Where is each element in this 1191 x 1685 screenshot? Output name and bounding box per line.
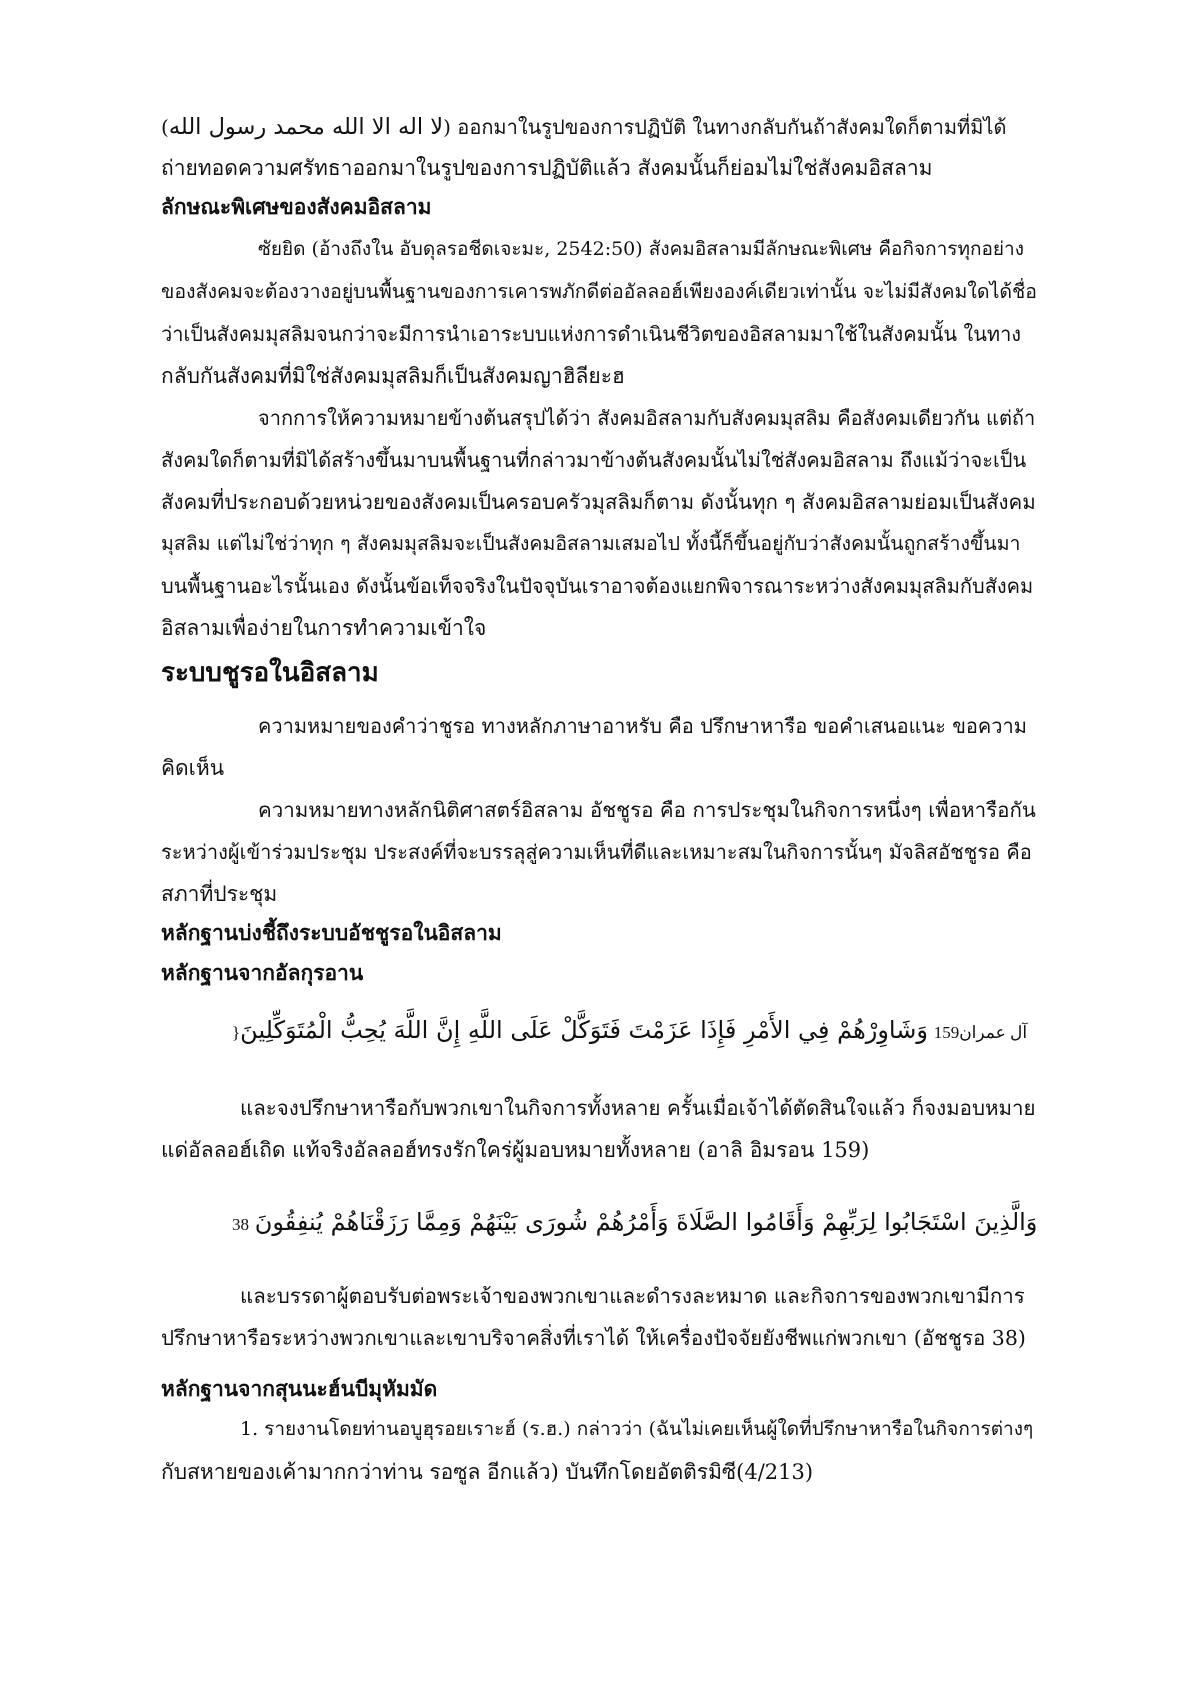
verse2-arabic: وَالَّذِينَ اسْتَجَابُوا لِرَبِّهِمْ وَأَقَامُوا الصَّلَاةَ وَأَمْرُهُمْ شُورَى بَيْنَهُمْ وَمِمَّا رَزَقْنَاهُمْ يُنفِقُونَ [254, 1208, 1038, 1236]
verse1 [232, 1018, 1027, 1042]
verse2 [232, 1210, 1037, 1234]
para3-line6: อิสลามเพื่อง่ายในการทำความเข้าใจ [161, 616, 487, 640]
translation2-line2: ปรึกษาหารือระหว่างพวกเขาและเขาบริจาคสิ่งที่เราได้ ให้เครื่องปัจจัยยังชีพแก่พวกเขา (อัชชูรอ 38) [161, 1326, 1026, 1350]
para4-line1: ความหมายของคำว่าชูรอ ทางหลักภาษาอาหรับ คือ ปรึกษาหารือ ขอคำเสนอแนะ ขอความ [258, 714, 1027, 738]
shahada-arabic: لا اله الا الله محمد رسول الله [168, 114, 444, 140]
para3-line4: มุสลิม แต่ไม่ใช่ว่าทุก ๆ สังคมมุสลิมจะเป็นสังคมอิสลามเสมอไป ทั้งนี้ก็ขึ้นอยู่กับว่าสังคมนั้นถูกสร้างขึ้นมา [161, 532, 1021, 555]
heading-shura: ระบบชูรอในอิสลาม [161, 658, 379, 688]
para5-line3: สภาที่ประชุม [161, 882, 278, 906]
open-paren: ( [161, 115, 169, 139]
para3-line1: จากการให้ความหมายข้างต้นสรุปได้ว่า สังคมอิสลามกับสังคมมุสลิม คือสังคมเดียวกัน แต่ถ้า [258, 406, 1036, 430]
translation1-line2: แด่อัลลอฮ์เถิด แท้จริงอัลลอฮ์ทรงรักใคร่ผู้มอบหมายทั้งหลาย (อาลิ อิมรอน 159) [161, 1138, 870, 1162]
para1-line1 [161, 116, 1006, 139]
translation1-line1: และจงปรึกษาหารือกับพวกเขาในกิจการทั้งหลาย ครั้นเมื่อเจ้าได้ตัดสินใจแล้ว ก็จงมอบหมาย [240, 1096, 1036, 1120]
para2-line4: กลับกันสังคมที่มิใช่สังคมมุสลิมก็เป็นสังคมญาฮิลียะฮ [161, 364, 625, 388]
para3-line2: สังคมใดก็ตามที่มิได้สร้างขึ้นมาบนพื้นฐานที่กล่าวมาข้างต้นสังคมนั้นไม่ใช่สังคมอิสลาม ถึงแม้ว่าจะเป็น [161, 448, 1027, 472]
para4-line2: คิดเห็น [161, 756, 225, 780]
para1-line1-text: ) ออกมาในรูปของการปฏิบัติ ในทางกลับกันถ้าสังคมใดก็ตามที่มิได้ [443, 115, 1007, 139]
para1-line2: ถ่ายทอดความศรัทธาออกมาในรูปของการปฏิบัติแล้ว สังคมนั้นก็ย่อมไม่ใช่สังคมอิสลาม [161, 156, 933, 180]
para5-line1: ความหมายทางหลักนิติศาสตร์อิสลาม อัชชูรอ คือ การประชุมในกิจการหนึ่งๆ เพื่อหารือกัน [258, 798, 1036, 822]
para5-line2: ระหว่างผู้เข้าร่วมประชุม ประสงค์ที่จะบรรลุสู่ความเห็นที่ดีและเหมาะสมในกิจการนั้นๆ มัจลิสอัชชูรอ คือ [161, 840, 1032, 864]
para2-line2: ของสังคมจะต้องวางอยู่บนพื้นฐานของการเคารพภักดีต่ออัลลอฮ์เพียงองค์เดียวเท่านั้น จะไม่มีสังคมใดได้ชื่อ [161, 280, 1037, 303]
hadith1-line2: กับสหายของเค้ามากกว่าท่าน รอซูล อีกแล้ว) บันทึกโดยอัตติรมิซี(4/213) [161, 1460, 814, 1484]
translation2-line1: และบรรดาผู้ตอบรับต่อพระเจ้าของพวกเขาและดำรงละหมาด และกิจการของพวกเขามีการ [240, 1284, 1025, 1308]
heading-evidence: หลักฐานบ่งชี้ถึงระบบอัชชูรอในอิสลาม [161, 920, 502, 945]
verse1-ref: }آل عمران159 [232, 1023, 1028, 1042]
para3-line3: สังคมที่ประกอบด้วยหน่วยของสังคมเป็นครอบครัวมุสลิมก็ตาม ดังนั้นทุก ๆ สังคมอิสลามย่อมเป็นสังคม [161, 490, 1036, 514]
verse1-arabic: وَشَاوِرْهُمْ فِي الأَمْرِ فَإِذَا عَزَمْتَ فَتَوَكَّلْ عَلَى اللَّهِ إِنَّ اللَّهَ يُحِبُّ الْمُتَوَكِّلِينَ [240, 1016, 928, 1044]
hadith1-line1: 1. รายงานโดยท่านอบูฮุรอยเราะฮ์ (ร.ฮ.) กล่าวว่า (ฉันไม่เคยเห็นผู้ใดที่ปรึกษาหารือในกิจการต่างๆ [240, 1418, 1034, 1440]
para2-line1: ซัยยิด (อ้างถึงใน อับดุลรอชีดเจะมะ, 2542:50) สังคมอิสลามมีลักษณะพิเศษ คือกิจการทุกอย่าง [258, 238, 1025, 260]
heading-sunnah: หลักฐานจากสุนนะฮ์นบีมุหัมมัด [161, 1376, 438, 1401]
heading-quran: หลักฐานจากอัลกุรอาน [161, 960, 364, 985]
heading-features: ลักษณะพิเศษของสังคมอิสลาม [161, 194, 432, 219]
verse2-ref: 38 [232, 1215, 249, 1234]
para2-line3: ว่าเป็นสังคมมุสลิมจนกว่าจะมีการนำเอาระบบแห่งการดำเนินชีวิตของอิสลามมาใช้ในสังคมนั้น ในทาง [161, 322, 1022, 346]
para3-line5: บนพื้นฐานอะไรนั้นเอง ดังนั้นข้อเท็จจริงในปัจจุบันเราอาจต้องแยกพิจารณาระหว่างสังคมมุสลิมกับสังคม [161, 574, 1034, 598]
